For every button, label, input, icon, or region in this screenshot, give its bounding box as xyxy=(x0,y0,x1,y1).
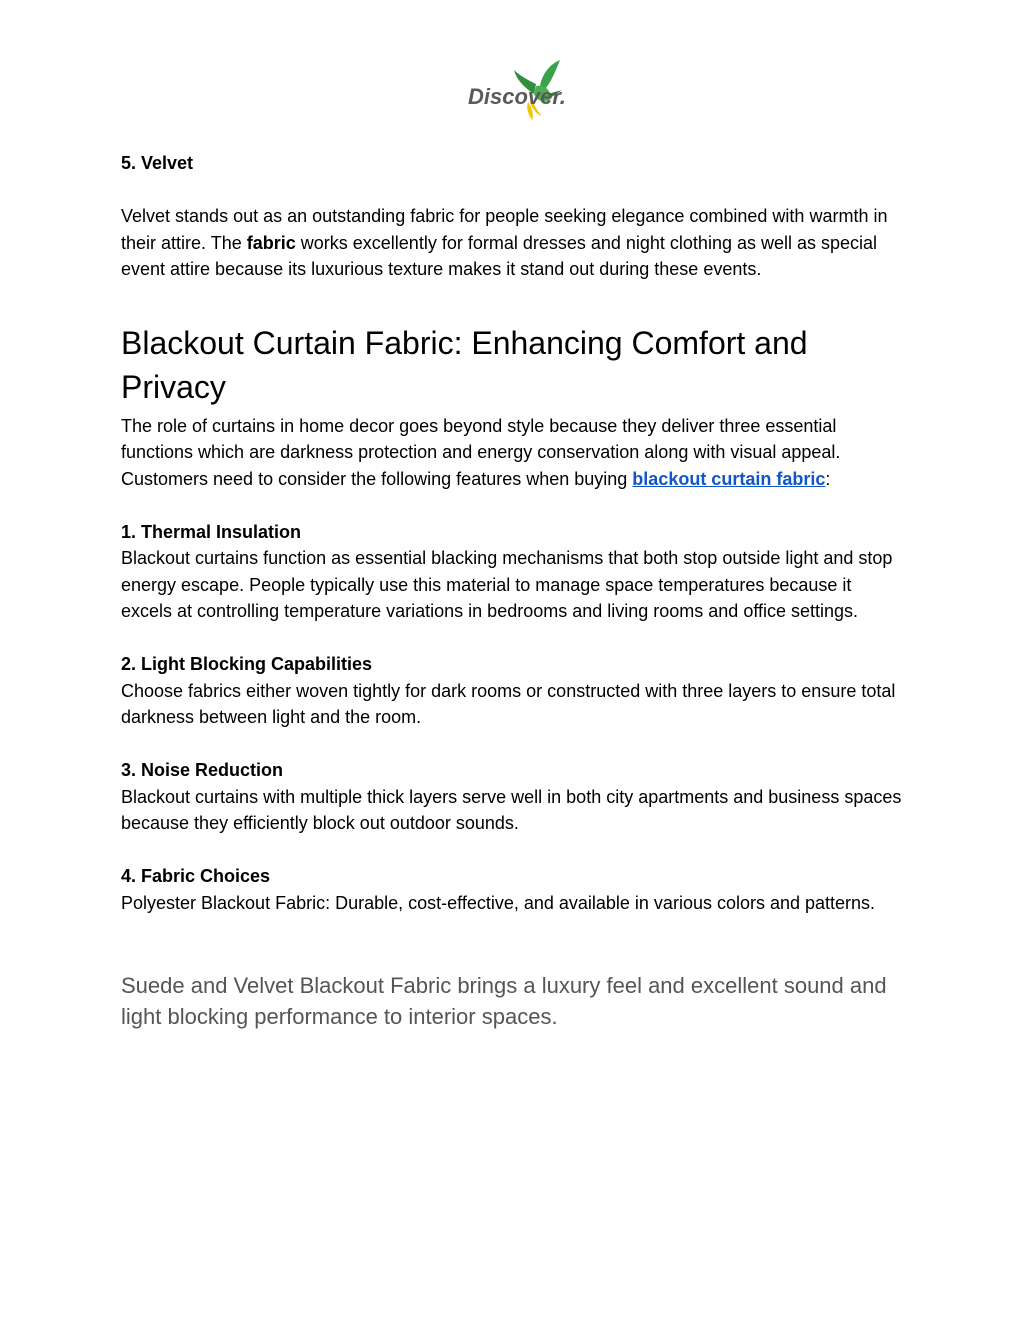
feature-heading-light: 2. Light Blocking Capabilities xyxy=(121,654,373,674)
feature-text-noise: Blackout curtains with multiple thick layers serve well in both city apartments and business spaces because they efficiently block out outdoor sounds. xyxy=(121,786,902,833)
feature-text-thermal: Blackout curtains function as essential blacking mechanisms that both stop outside light and stop energy escape. People typically use this material to manage space temperatures because it excels at controlling temperature variations in bedrooms and living rooms and office settings. xyxy=(121,548,893,621)
velvet-text-end: works excellently for formal dresses and night clothing as well as special event attire because its luxurious texture makes it stand out during these events. xyxy=(121,232,878,279)
feature-heading-noise: 3. Noise Reduction xyxy=(121,760,284,780)
velvet-heading: 5. Velvet xyxy=(121,153,194,173)
closing-paragraph: Suede and Velvet Blackout Fabric brings a luxury feel and excellent sound and light blocking performance to interior spaces. xyxy=(121,973,887,1029)
section-intro xyxy=(121,413,906,493)
velvet-paragraph xyxy=(121,203,906,283)
velvet-text-start: Velvet stands out as an outstanding fabric for people seeking elegance combined with warmth in their attire. The xyxy=(121,206,888,253)
feature-heading-thermal: 1. Thermal Insulation xyxy=(121,521,302,542)
intro-text: The role of curtains in home decor goes beyond style because they deliver three essential functions which are darkness protection and energy conservation along with visual appeal. Customers need to consider the following features when buying xyxy=(121,415,841,489)
hummingbird-icon xyxy=(462,56,566,122)
velvet-bold-word: fabric xyxy=(246,232,296,253)
discover-logo xyxy=(462,56,566,122)
feature-text-light: Choose fabrics either woven tightly for dark rooms or constructed with three layers to ensure total darkness between light and the room. xyxy=(121,680,896,727)
logo-text: Discover. xyxy=(468,84,566,109)
feature-text-fabric: Polyester Blackout Fabric: Durable, cost-effective, and available in various colors and patterns. xyxy=(121,892,876,913)
feature-heading-fabric: 4. Fabric Choices xyxy=(121,866,271,886)
blackout-curtain-fabric-link[interactable]: blackout curtain fabric xyxy=(632,468,826,489)
document-body xyxy=(121,150,906,1032)
intro-colon: : xyxy=(825,468,831,489)
section-title: Blackout Curtain Fabric: Enhancing Comfort and Privacy xyxy=(121,324,808,405)
